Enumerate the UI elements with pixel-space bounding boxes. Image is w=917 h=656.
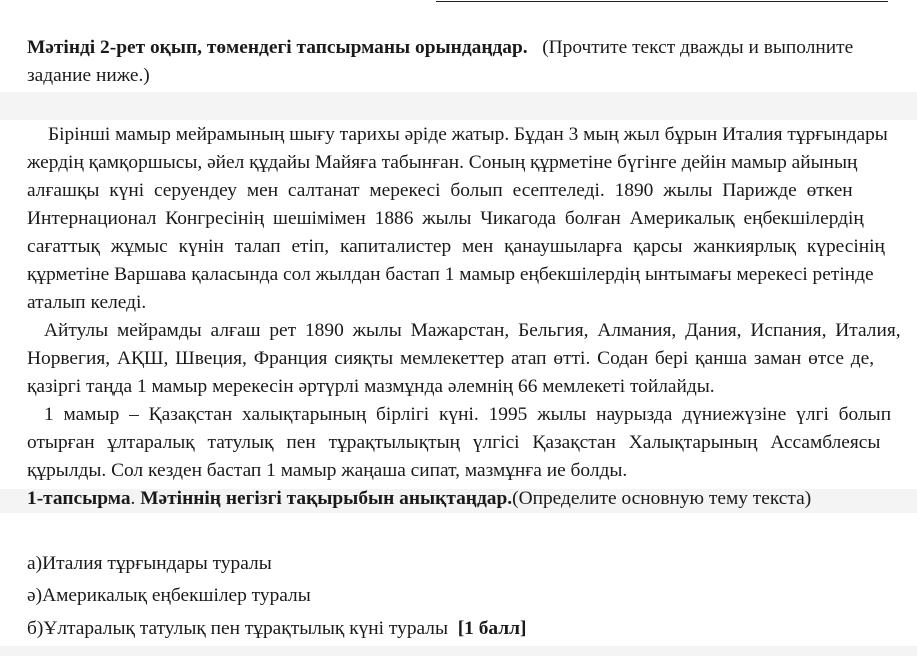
text-line: алғашқы күні серуендеу мен салтанат мерекесі болып есептеледі. 1890 жылы Парижде өткен: [27, 180, 853, 201]
option-c: [27, 617, 527, 641]
shaded-band: [0, 92, 917, 120]
text-line: отырған ұлтаралық татулық пен тұрақтылықтың үлгісі Қазақстан Халықтарының Ассамблеясы: [27, 432, 881, 453]
text-line: Бірінші мамыр мейрамының шығу тарихы әріде жатыр. Бұдан 3 мың жыл бұрын Италия тұрғындары: [48, 124, 888, 145]
option-text: ә)Америкалық еңбекшілер туралы: [27, 585, 311, 606]
option-text: б)Ұлтаралық татулық пен тұрақтылық күні туралы: [27, 618, 449, 639]
instruction-line-2: задание ниже.): [27, 65, 150, 86]
text-line: Норвегия, АҚШ, Швеция, Франция сияқты мемлекеттер атап өтті. Содан бері қанша заман өтсе де,: [27, 348, 875, 369]
task-heading: [27, 487, 811, 511]
text-line: жердің қамқоршысы, әйел құдайы Майяға табынған. Соның құрметіне бүгінге дейін мамыр айының: [27, 152, 858, 173]
option-text: а)Италия тұрғындары туралы: [27, 553, 272, 574]
text-line: құрметіне Варшава қаласында сол жылдан бастап 1 мамыр еңбекшілердің ынтымағы мерекесі ретінде: [27, 264, 874, 285]
task-separator: .: [130, 488, 141, 509]
task-translation: (Определите основную тему текста): [512, 488, 812, 509]
instruction-line: [27, 36, 853, 60]
task-number: 1-тапсырма: [27, 488, 131, 509]
text-line: Айтулы мейрамды алғаш рет 1890 жылы Мажарстан, Бельгия, Алмания, Дания, Испания, Италия,: [44, 320, 901, 341]
text-line: құрылды. Сол кезден бастап 1 мамыр жаңаша сипат, мазмұнға ие болды.: [27, 460, 628, 481]
shaded-band: [0, 646, 917, 656]
task-title: Мәтіннің негізгі тақырыбын анықтаңдар.: [140, 488, 513, 509]
instruction-translation: (Прочтите текст дважды и выполните: [542, 37, 854, 58]
text-line: қазіргі таңда 1 мамыр мерекесін әртүрлі мазмұнда әлемнің 66 мемлекеті тойлайды.: [27, 376, 715, 397]
points-label: [1 балл]: [457, 618, 527, 639]
text-line: 1 мамыр – Қазақстан халықтарының бірлігі күні. 1995 жылы наурызда дүниежүзіне үлгі болып: [44, 404, 892, 425]
text-line: сағаттық жұмыс күнін талап етіп, капиталистер мен қанаушыларға қарсы жанкиярлық күресінің: [27, 236, 885, 257]
text-line: Интернационал Конгресінің шешімімен 1886 жылы Чикагода болған Америкалық еңбекшілердің: [27, 208, 864, 229]
answer-underline: [436, 1, 888, 2]
option-b: [27, 584, 311, 608]
option-a: [27, 552, 272, 576]
text-line: аталып келеді.: [27, 292, 147, 313]
instruction-bold: Мәтінді 2-рет оқып, төмендегі тапсырманы орындаңдар.: [27, 37, 528, 58]
